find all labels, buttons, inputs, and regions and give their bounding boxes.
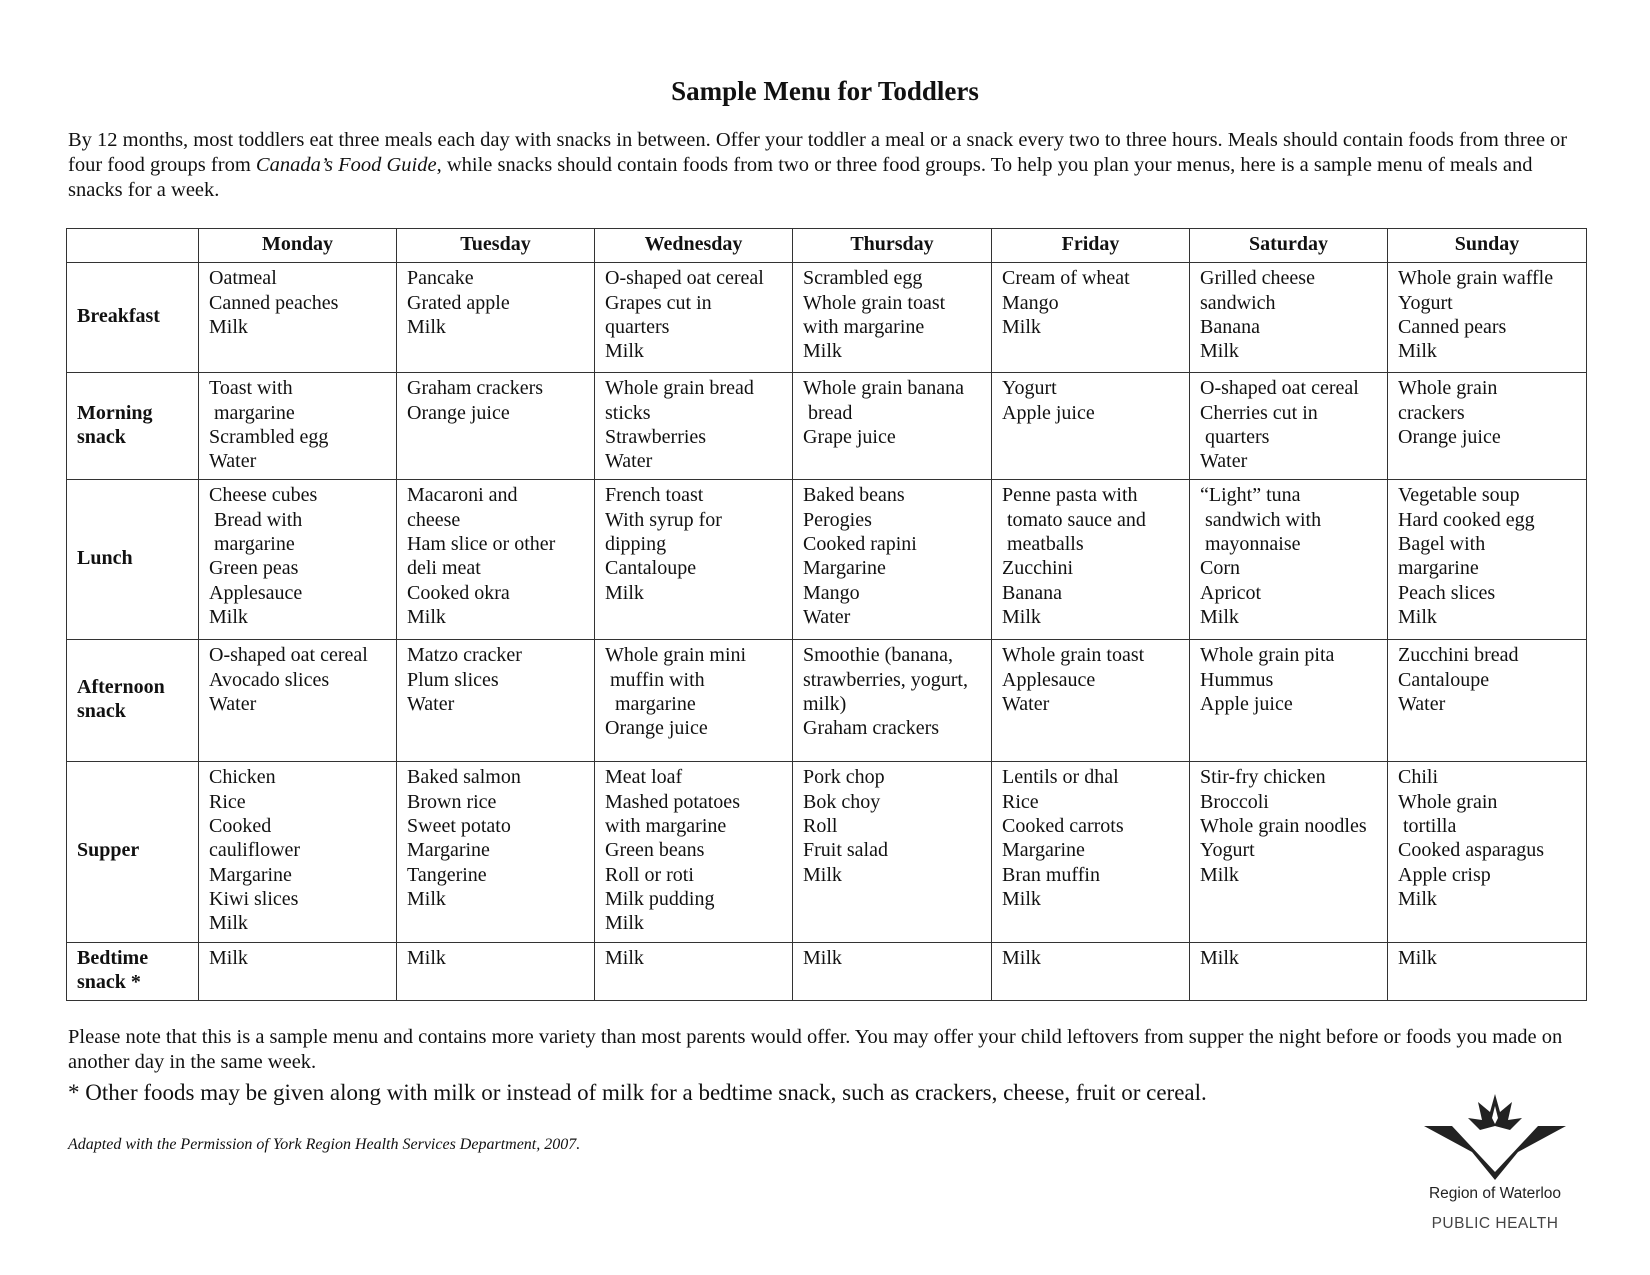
- food-item: tomato sauce and: [1002, 508, 1146, 531]
- food-item: Milk: [605, 581, 644, 604]
- food-item: Whole grain toast: [803, 291, 946, 314]
- food-item: Apricot: [1200, 581, 1262, 604]
- meal-row: [67, 373, 1587, 480]
- menu-cell: [1388, 942, 1587, 1001]
- food-item: Cooked carrots: [1002, 815, 1124, 838]
- food-item: Zucchini: [1002, 557, 1074, 580]
- food-item: Green beans: [605, 839, 705, 862]
- food-item: Grated apple: [407, 291, 510, 314]
- menu-cell: [199, 942, 397, 1001]
- food-item: Whole grain banana: [803, 377, 965, 400]
- food-item: Penne pasta with: [1002, 484, 1138, 507]
- menu-cell: [992, 762, 1190, 942]
- food-item: Margarine: [1002, 839, 1085, 862]
- food-item: Milk: [407, 946, 446, 969]
- food-item: Roll or roti: [605, 863, 694, 886]
- food-item: margarine: [209, 401, 295, 424]
- meal-label-line: Supper: [77, 839, 140, 862]
- meal-label: [67, 762, 199, 942]
- food-item: Whole grain noodles: [1200, 815, 1367, 838]
- food-item: French toast: [605, 484, 704, 507]
- food-item: Milk: [1200, 863, 1239, 886]
- menu-cell: [595, 640, 793, 762]
- food-item: Bok choy: [803, 790, 881, 813]
- food-item: Whole grain: [1398, 377, 1498, 400]
- food-item: Milk: [803, 340, 842, 363]
- food-item: Milk: [209, 315, 248, 338]
- food-item: margarine: [605, 693, 696, 716]
- food-item: Mango: [1002, 291, 1059, 314]
- food-item: Peach slices: [1398, 581, 1496, 604]
- menu-cell: [1388, 263, 1587, 373]
- food-item: Plum slices: [407, 668, 499, 691]
- menu-cell: [992, 942, 1190, 1001]
- food-item: Milk: [803, 946, 842, 969]
- meal-label: [67, 373, 199, 480]
- menu-cell: [595, 373, 793, 480]
- food-item: Rice: [1002, 790, 1039, 813]
- food-item: Bran muffin: [1002, 863, 1100, 886]
- food-item: Orange juice: [407, 401, 510, 424]
- food-item: Milk: [209, 946, 248, 969]
- food-item: Cherries cut in: [1200, 401, 1318, 424]
- food-guide-title: Canada’s Food Guide: [255, 154, 437, 176]
- food-item: dipping: [605, 533, 667, 556]
- food-item: Water: [1398, 693, 1446, 716]
- food-item: Whole grain pita: [1200, 644, 1335, 667]
- menu-cell: [793, 762, 992, 942]
- food-item: quarters: [605, 315, 670, 338]
- food-item: strawberries, yogurt,: [803, 668, 968, 691]
- day-header: Wednesday: [595, 229, 793, 263]
- food-item: Pancake: [407, 267, 474, 290]
- meal-label: [67, 480, 199, 640]
- menu-cell: [1190, 480, 1388, 640]
- food-item: Yogurt: [1002, 377, 1057, 400]
- meal-label-line: Morning: [77, 401, 153, 424]
- food-item: Yogurt: [1200, 839, 1255, 862]
- menu-cell: [199, 762, 397, 942]
- food-item: Cooked: [209, 815, 272, 838]
- food-item: Milk: [605, 946, 644, 969]
- food-item: Margarine: [209, 863, 292, 886]
- menu-cell: [397, 263, 595, 373]
- menu-cell: [397, 640, 595, 762]
- permission-credit: Adapted with the Permission of York Region Health Services Department, 2007.: [68, 1136, 581, 1153]
- food-item: Water: [209, 450, 257, 473]
- corner-cell: [67, 229, 199, 263]
- food-item: Green peas: [209, 557, 299, 580]
- food-item: Milk: [1200, 340, 1239, 363]
- menu-cell: [595, 762, 793, 942]
- food-item: Milk: [1200, 605, 1239, 628]
- food-item: Whole grain waffle: [1398, 267, 1554, 290]
- food-item: Stir-fry chicken: [1200, 766, 1326, 789]
- food-item: Yogurt: [1398, 291, 1453, 314]
- food-item: Milk: [407, 315, 446, 338]
- food-item: Margarine: [803, 557, 886, 580]
- intro-paragraph: [68, 128, 1588, 203]
- food-item: Oatmeal: [209, 267, 277, 290]
- food-item: Corn: [1200, 557, 1240, 580]
- food-item: Scrambled egg: [209, 425, 329, 448]
- food-item: bread: [803, 401, 853, 424]
- food-item: Orange juice: [605, 717, 708, 740]
- food-item: Milk: [605, 340, 644, 363]
- menu-cell: [1190, 640, 1388, 762]
- menu-cell: [793, 942, 992, 1001]
- food-item: Milk: [1398, 340, 1437, 363]
- menu-cell: [1190, 263, 1388, 373]
- food-item: Banana: [1200, 315, 1260, 338]
- food-item: deli meat: [407, 557, 481, 580]
- food-item: Macaroni and: [407, 484, 518, 507]
- food-item: Margarine: [407, 839, 490, 862]
- region-logo: [1410, 1090, 1580, 1240]
- food-item: Milk: [209, 605, 248, 628]
- food-item: Chicken: [209, 766, 276, 789]
- menu-cell: [1388, 480, 1587, 640]
- menu-cell: [199, 373, 397, 480]
- menu-cell: [1388, 373, 1587, 480]
- day-header-row: [67, 229, 1587, 263]
- food-item: sandwich: [1200, 291, 1276, 314]
- region-of-waterloo-logo-icon: [1422, 1090, 1568, 1180]
- food-item: O-shaped oat cereal: [209, 644, 368, 667]
- food-item: mayonnaise: [1200, 533, 1301, 556]
- food-item: Toast with: [209, 377, 293, 400]
- day-header: Sunday: [1388, 229, 1587, 263]
- menu-cell: [1190, 373, 1388, 480]
- menu-cell: [992, 480, 1190, 640]
- meal-label-line: Afternoon: [77, 676, 165, 699]
- menu-cell: [992, 373, 1190, 480]
- food-item: Mango: [803, 581, 860, 604]
- food-item: Brown rice: [407, 790, 497, 813]
- food-item: O-shaped oat cereal: [1200, 377, 1359, 400]
- meal-row: [67, 640, 1587, 762]
- meal-label-line: snack *: [77, 970, 141, 993]
- food-item: Milk: [407, 887, 446, 910]
- meal-row: [67, 942, 1587, 1001]
- food-item: Avocado slices: [209, 668, 330, 691]
- food-item: Applesauce: [209, 581, 303, 604]
- food-item: Cantaloupe: [605, 557, 697, 580]
- food-item: Cooked okra: [407, 581, 510, 604]
- meal-label-line: snack: [77, 700, 126, 723]
- food-item: margarine: [209, 533, 295, 556]
- food-item: tortilla: [1398, 815, 1457, 838]
- day-header: Thursday: [793, 229, 992, 263]
- menu-cell: [397, 373, 595, 480]
- food-item: with margarine: [605, 815, 727, 838]
- day-header: Saturday: [1190, 229, 1388, 263]
- meal-label-line: Breakfast: [77, 305, 160, 328]
- food-item: Milk: [1002, 315, 1041, 338]
- menu-cell: [1190, 762, 1388, 942]
- menu-cell: [793, 480, 992, 640]
- food-item: Milk: [1398, 605, 1437, 628]
- food-item: Milk: [1002, 946, 1041, 969]
- menu-cell: [992, 640, 1190, 762]
- food-item: Fruit salad: [803, 839, 888, 862]
- food-item: Roll: [803, 815, 838, 838]
- sample-note: Please note that this is a sample menu and contains more variety than most parents would offer. You may offer your child leftovers from supper the night before or foods you made on another day in the same week.: [68, 1026, 1563, 1073]
- intro-text-1: By 12 months, most toddlers eat three meals each day with snacks in between. Offer your toddler a meal or a snack every two to three hours. Meals should contain foods from three or four food groups from: [68, 129, 1568, 176]
- food-item: Lentils or dhal: [1002, 766, 1119, 789]
- meal-label: [67, 640, 199, 762]
- food-item: Milk: [605, 912, 644, 935]
- menu-cell: [397, 942, 595, 1001]
- meal-row: [67, 762, 1587, 942]
- intro-text-2: , while snacks should contain foods from two or three food groups. To help you plan your menus, here is a sample menu of meals and snacks for a week.: [68, 154, 1533, 201]
- food-item: Strawberries: [605, 425, 707, 448]
- food-item: Graham crackers: [407, 377, 544, 400]
- day-header: Friday: [992, 229, 1190, 263]
- food-item: crackers: [1398, 401, 1465, 424]
- food-item: Milk: [209, 912, 248, 935]
- food-item: Graham crackers: [803, 717, 940, 740]
- logo-subtitle: PUBLIC HEALTH: [1431, 1215, 1559, 1232]
- food-item: Tangerine: [407, 863, 487, 886]
- food-item: Water: [1002, 693, 1050, 716]
- food-item: Perogies: [803, 508, 872, 531]
- food-item: Whole grain toast: [1002, 644, 1145, 667]
- food-item: Apple juice: [1200, 693, 1293, 716]
- bedtime-footnote: * Other foods may be given along with milk or instead of milk for a bedtime snack, such as crackers, cheese, fruit or cereal.: [68, 1080, 1207, 1105]
- food-item: Smoothie (banana,: [803, 644, 953, 667]
- food-item: Sweet potato: [407, 815, 511, 838]
- menu-cell: [397, 480, 595, 640]
- meal-label-line: Lunch: [77, 547, 133, 570]
- food-item: sandwich with: [1200, 508, 1322, 531]
- page-title: Sample Menu for Toddlers: [671, 76, 979, 106]
- food-item: Scrambled egg: [803, 267, 923, 290]
- day-header: Tuesday: [397, 229, 595, 263]
- food-item: Kiwi slices: [209, 887, 299, 910]
- food-item: cheese: [407, 508, 461, 531]
- food-item: Milk: [407, 605, 446, 628]
- food-item: Matzo cracker: [407, 644, 522, 667]
- food-item: Vegetable soup: [1398, 484, 1520, 507]
- food-item: Cooked asparagus: [1398, 839, 1545, 862]
- menu-cell: [793, 263, 992, 373]
- food-item: Bread with: [209, 508, 303, 531]
- food-item: Grilled cheese: [1200, 267, 1315, 290]
- food-item: Water: [209, 693, 257, 716]
- food-item: Water: [1200, 450, 1248, 473]
- food-item: cauliflower: [209, 839, 301, 862]
- food-item: O-shaped oat cereal: [605, 267, 764, 290]
- food-item: Milk: [1002, 887, 1041, 910]
- meal-row: [67, 263, 1587, 373]
- food-item: Grapes cut in: [605, 291, 712, 314]
- menu-cell: [1190, 942, 1388, 1001]
- food-item: Cheese cubes: [209, 484, 318, 507]
- meal-label: [67, 263, 199, 373]
- food-item: Baked beans: [803, 484, 905, 507]
- food-item: quarters: [1200, 425, 1270, 448]
- menu-cell: [793, 373, 992, 480]
- food-item: With syrup for: [605, 508, 722, 531]
- menu-cell: [1388, 762, 1587, 942]
- food-item: Water: [605, 450, 653, 473]
- food-item: Water: [407, 693, 455, 716]
- menu-table: [66, 228, 1587, 1001]
- food-item: Apple juice: [1002, 401, 1095, 424]
- menu-cell: [992, 263, 1190, 373]
- food-item: Milk: [1200, 946, 1239, 969]
- menu-cell: [595, 942, 793, 1001]
- food-item: Orange juice: [1398, 425, 1501, 448]
- food-item: Hard cooked egg: [1398, 508, 1535, 531]
- food-item: Mashed potatoes: [605, 790, 740, 813]
- food-item: Cream of wheat: [1002, 267, 1130, 290]
- food-item: Broccoli: [1200, 790, 1269, 813]
- food-item: Milk: [1398, 887, 1437, 910]
- food-item: Pork chop: [803, 766, 885, 789]
- food-item: Whole grain mini: [605, 644, 747, 667]
- food-item: Chili: [1398, 766, 1439, 789]
- food-item: Cooked rapini: [803, 533, 917, 556]
- food-item: Apple crisp: [1398, 863, 1491, 886]
- food-item: muffin with: [605, 668, 705, 691]
- menu-cell: [199, 640, 397, 762]
- food-item: Meat loaf: [605, 766, 683, 789]
- food-item: Milk: [1002, 605, 1041, 628]
- food-item: Whole grain: [1398, 790, 1498, 813]
- food-item: margarine: [1398, 557, 1479, 580]
- food-item: sticks: [605, 401, 651, 424]
- food-item: meatballs: [1002, 533, 1084, 556]
- food-item: with margarine: [803, 315, 925, 338]
- food-item: Ham slice or other: [407, 533, 556, 556]
- food-item: Hummus: [1200, 668, 1274, 691]
- food-item: Rice: [209, 790, 246, 813]
- food-item: Bagel with: [1398, 533, 1486, 556]
- food-item: Cantaloupe: [1398, 668, 1490, 691]
- food-item: Milk pudding: [605, 887, 715, 910]
- food-item: Grape juice: [803, 425, 896, 448]
- menu-cell: [199, 480, 397, 640]
- food-item: Baked salmon: [407, 766, 521, 789]
- menu-cell: [397, 762, 595, 942]
- day-header: Monday: [199, 229, 397, 263]
- meal-row: [67, 480, 1587, 640]
- menu-cell: [793, 640, 992, 762]
- meal-label: [67, 942, 199, 1001]
- food-item: Zucchini bread: [1398, 644, 1519, 667]
- food-item: Banana: [1002, 581, 1062, 604]
- food-item: Milk: [1398, 946, 1437, 969]
- menu-cell: [199, 263, 397, 373]
- food-item: Water: [803, 605, 851, 628]
- meal-label-line: Bedtime: [77, 946, 149, 969]
- food-item: milk): [803, 693, 847, 716]
- menu-cell: [595, 480, 793, 640]
- menu-cell: [595, 263, 793, 373]
- food-item: Milk: [803, 863, 842, 886]
- food-item: Canned pears: [1398, 315, 1507, 338]
- food-item: Applesauce: [1002, 668, 1096, 691]
- menu-cell: [1388, 640, 1587, 762]
- food-item: “Light” tuna: [1200, 484, 1301, 507]
- food-item: Whole grain bread: [605, 377, 754, 400]
- food-item: Canned peaches: [209, 291, 339, 314]
- logo-name: Region of Waterloo: [1428, 1185, 1562, 1202]
- meal-label-line: snack: [77, 425, 126, 448]
